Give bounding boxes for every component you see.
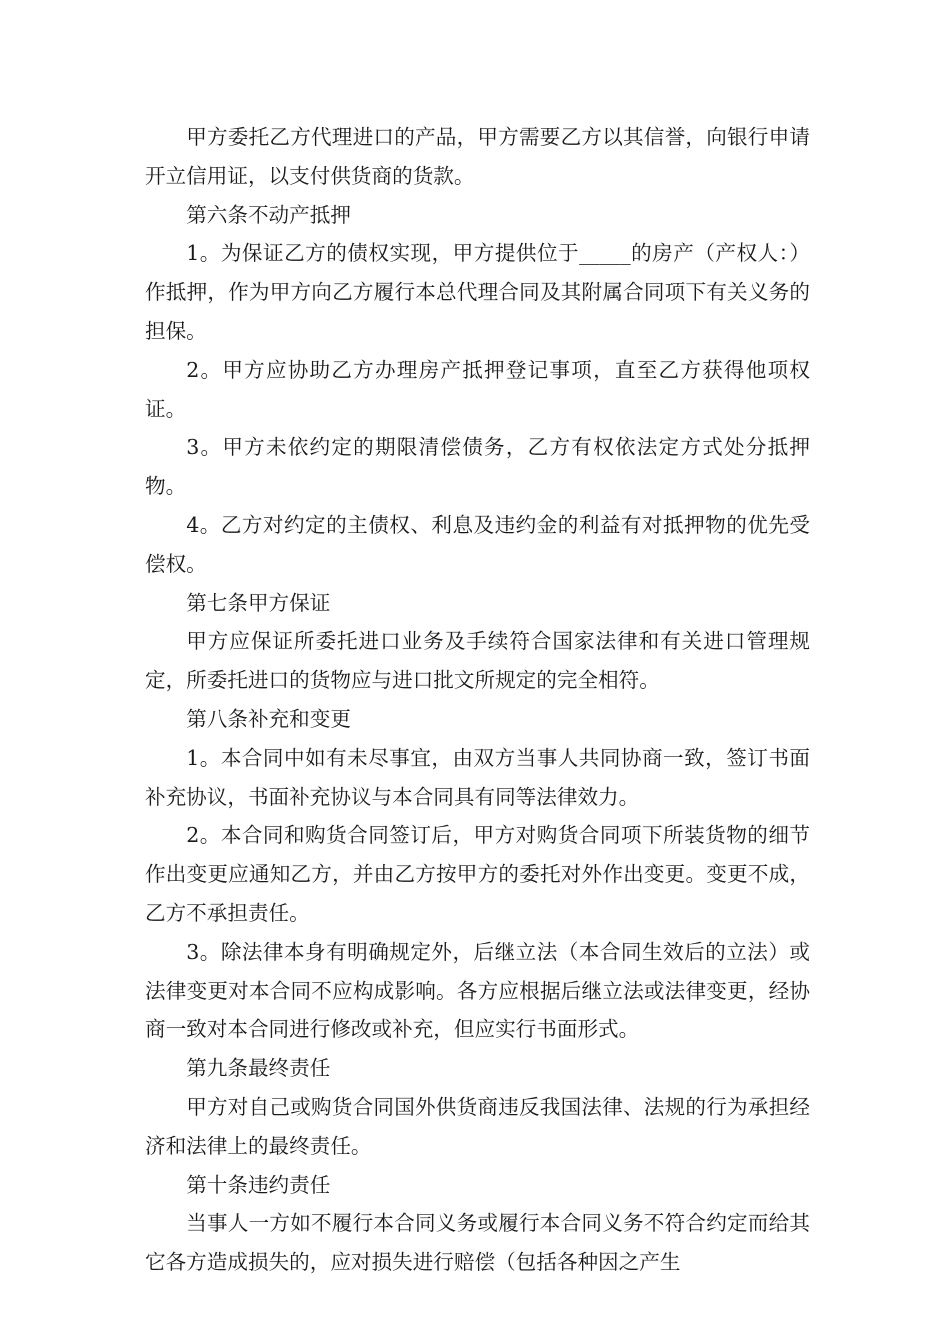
heading-article-9: 第九条最终责任 [186, 1056, 331, 1081]
paragraph-article-6-item-2: 2。甲方应协助乙方办理房产抵押登记事项，直至乙方获得他项权证。 [145, 357, 810, 421]
paragraph-article-6-item-4: 4。乙方对约定的主债权、利息及违约金的利益有对抵押物的优先受偿权。 [145, 512, 810, 576]
paragraph-article-7: 甲方应保证所委托进口业务及手续符合国家法律和有关进口管理规定，所委托进口的货物应与进口批文所规定的完全相符。 [145, 629, 810, 693]
paragraph-article-9: 甲方对自己或购货合同国外供货商违反我国法律、法规的行为承担经济和法律上的最终责任。 [145, 1094, 810, 1158]
paragraph-article-6-item-1: 1。为保证乙方的债权实现，甲方提供位于_____的房产（产权人：）作抵押，作为甲方向乙方履行本总代理合同及其附属合同项下有关义务的担保。 [145, 241, 810, 343]
heading-article-10: 第十条违约责任 [186, 1172, 331, 1197]
heading-article-7: 第七条甲方保证 [186, 590, 331, 615]
heading-article-6: 第六条不动产抵押 [186, 202, 351, 227]
paragraph-article-8-item-1: 1。本合同中如有未尽事宜，由双方当事人共同协商一致，签订书面补充协议，书面补充协议与本合同具有同等法律效力。 [145, 745, 810, 809]
paragraph-credit: 甲方委托乙方代理进口的产品，甲方需要乙方以其信誉，向银行申请开立信用证，以支付供货商的货款。 [145, 125, 810, 188]
paragraph-article-6-item-3: 3。甲方未依约定的期限清偿债务，乙方有权依法定方式处分抵押物。 [145, 435, 810, 499]
paragraph-article-8-item-2: 2。本合同和购货合同签订后，甲方对购货合同项下所装货物的细节作出变更应通知乙方，并由乙方按甲方的委托对外作出变更。变更不成，乙方不承担责任。 [145, 823, 810, 925]
contract-body [145, 118, 810, 1282]
paragraph-article-10: 当事人一方如不履行本合同义务或履行本合同义务不符合约定而给其它各方造成损失的，应对损失进行赔偿（包括各种因之产生 [145, 1211, 810, 1275]
heading-article-8: 第八条补充和变更 [186, 706, 351, 731]
paragraph-article-8-item-3: 3。除法律本身有明确规定外，后继立法（本合同生效后的立法）或法律变更对本合同不应构成影响。各方应根据后继立法或法律变更，经协商一致对本合同进行修改或补充，但应实行书面形式。 [145, 939, 810, 1042]
